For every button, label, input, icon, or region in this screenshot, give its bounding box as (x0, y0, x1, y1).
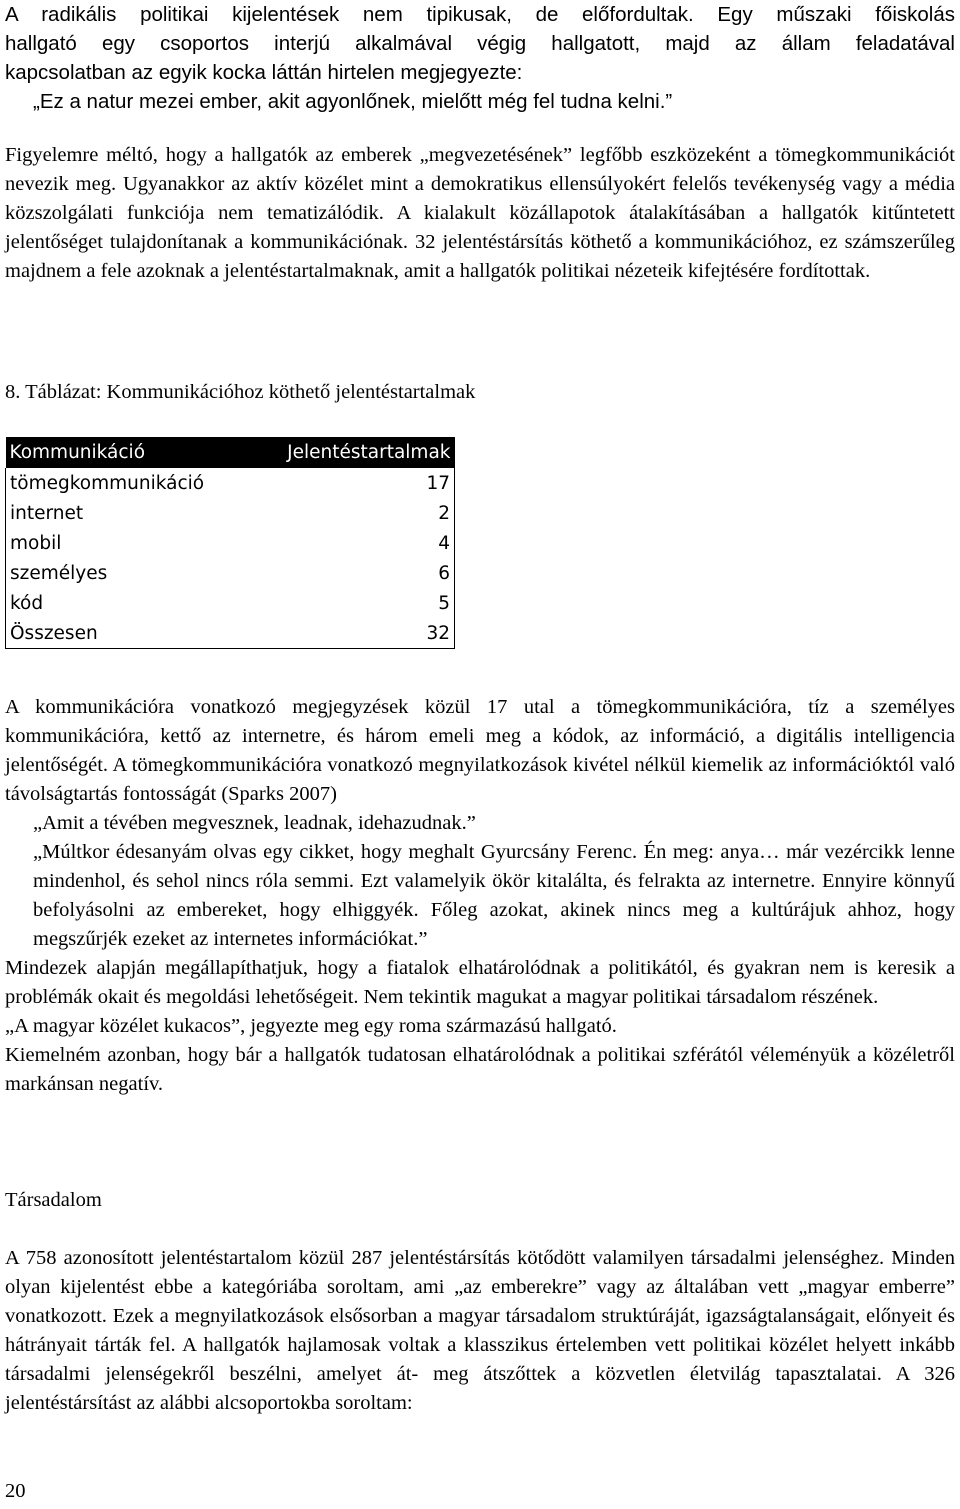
row-value: 4 (249, 528, 455, 558)
paragraph-society (5, 1244, 955, 1418)
row-value: 5 (249, 588, 455, 618)
table-caption: 8. Táblázat: Kommunikációhoz köthető jelentéstartalmak (5, 381, 476, 403)
row-label: kód (6, 588, 249, 618)
paragraph-text: Kiemelném azonban, hogy bár a hallgatók tudatosan elhatárolódnak a politikai szférától véleményük a közéletről markánsan negatív. (5, 1044, 955, 1095)
communication-table (5, 437, 455, 649)
body-text-lower (5, 693, 955, 1099)
table-row (6, 588, 455, 618)
paragraph-text: A kommunikációra vonatkozó megjegyzések közül 17 utal a tömegkommunikációra, tíz a személyes kommunikációra, kettő az internetre, és három emeli meg a kódok, az információ, a digitális intelligencia jelentőségét. A tömegkommunikációra vonatkozó megnyilatkozások kivétel nélkül kiemelik az információktól való távolságtartás fontosságát (Sparks 2007) (5, 696, 955, 805)
quote-paragraph: „Amit a tévében megvesznek, leadnak, idehazudnak.” (33, 812, 476, 834)
row-value: 32 (249, 618, 455, 649)
row-label: mobil (6, 528, 249, 558)
paragraph-communication (5, 141, 955, 286)
table-row (6, 498, 455, 528)
section-heading: Társadalom (5, 1189, 102, 1211)
page-number: 20 (5, 1480, 26, 1502)
header-meanings: Jelentéstartalmak (249, 437, 455, 468)
table-row (6, 528, 455, 558)
table-row (6, 468, 455, 498)
row-label: Összesen (6, 618, 249, 649)
table-header-row (6, 437, 455, 468)
row-value: 2 (249, 498, 455, 528)
quote-line: „Ez a natur mezei ember, akit agyonlőnek, mielőtt még fel tudna kelni.” (33, 90, 673, 113)
text-line: A radikális politikai kijelentések nem tipikusak, de előfordultak. Egy műszaki főiskolás (5, 3, 955, 26)
quote-paragraph: „Múltkor édesanyám olvas egy cikket, hogy meghalt Gyurcsány Ferenc. Én meg: anya… már vezércikk lenne mindenhol, és sehol nincs róla semmi. Ezt valamelyik ökör kitalálta, és felrakta az internetre. Ennyire könnyű befolyásolni az embereket, hogy elhiggyék. Főleg azokat, akinek nincs meg a kultúrájuk ahhoz, hogy megszűrjék ezeket az internetes információkat.” (33, 841, 955, 950)
quote-paragraph: „A magyar közélet kukacos”, jegyezte meg egy roma származású hallgató. (5, 1015, 617, 1037)
paragraph-text: Figyelemre méltó, hogy a hallgatók az emberek „megvezetésének” legfőbb eszközeként a tömegkommunikációt nevezik meg. Ugyanakkor az aktív közélet mint a demokratikus ellensúlyokért felelős tevékenység vagy a média közszolgálati funkciója nem tematizálódik. A kialakult közállapotok átalakításában a hallgatók kitűntetett jelentőséget tulajdonítanak a kommunikációnak. 32 jelentéstársítás köthető a kommunikációhoz, ez számszerűleg majdnem a fele azoknak a jelentéstartalmaknak, amit a hallgatók politikai nézeteik kifejtésére fordítottak. (5, 144, 955, 282)
header-communication: Kommunikáció (6, 437, 249, 468)
paragraph-text: A 758 azonosított jelentéstartalom közül 287 jelentéstársítás kötődött valamilyen társadalmi jelenséghez. Minden olyan kijelentést ebbe a kategóriába soroltam, ami „az emberekre” vagy az általában vett „magyar emberre” vonatkozott. Ezek a megnyilatkozások elsősorban a magyar társadalom struktúráját, igazságtalanságait, előnyeit és hátrányait tárták fel. A hallgatók hajlamosak voltak a klasszikus értelemben vett politikai közélet helyett inkább társadalmi jelenségekről beszélni, amelyet át- meg átszőttek a közvetlen életvilág tapasztalatai. A 326 jelentéstársítást az alábbi alcsoportokba soroltam: (5, 1247, 955, 1414)
paragraph-text: Mindezek alapján megállapíthatjuk, hogy a fiatalok elhatárolódnak a politikától, és gyakran nem is keresik a problémák okait és megoldási lehetőségeit. Nem tekintik magukat a magyar politikai társadalom részének. (5, 957, 955, 1008)
row-label: internet (6, 498, 249, 528)
table-row-total (6, 618, 455, 649)
text-line: hallgató egy csoportos interjú alkalmával végig hallgatott, majd az állam feladatával (5, 32, 955, 55)
intro-paragraph (5, 0, 955, 116)
row-value: 6 (249, 558, 455, 588)
row-label: tömegkommunikáció (6, 468, 249, 498)
table-row (6, 558, 455, 588)
row-label: személyes (6, 558, 249, 588)
text-line: kapcsolatban az egyik kocka láttán hirtelen megjegyezte: (5, 61, 523, 84)
row-value: 17 (249, 468, 455, 498)
